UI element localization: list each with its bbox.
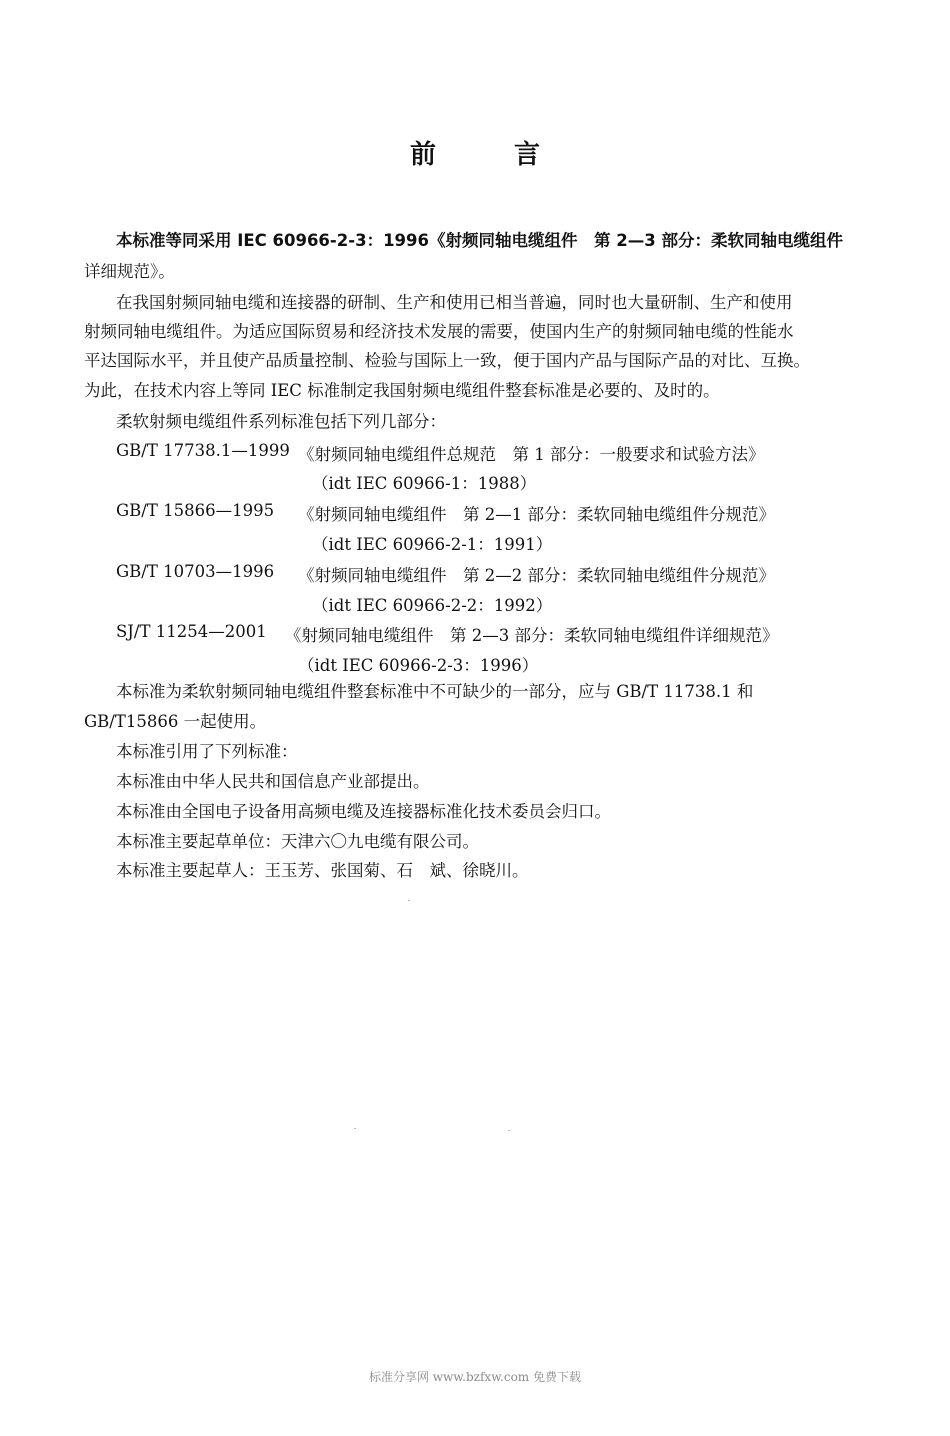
title-char-2: 言 xyxy=(514,140,541,170)
standard-idt: （idt IEC 60966-1：1988） xyxy=(312,474,537,493)
paragraph-background-line1: 在我国射频同轴电缆和连接器的研制、生产和使用已相当普遍，同时也大量研制、生产和使用 xyxy=(116,293,793,312)
paragraph-references: 本标准引用了下列标准： xyxy=(116,742,298,761)
standard-code: GB/T 15866—1995 xyxy=(116,501,275,520)
paragraph-series-intro: 柔软射频电缆组件系列标准包括下列几部分： xyxy=(116,412,446,431)
paragraph-background-line3: 平达国际水平，并且使产品质量控制、检验与国际上一致，便于国内产品与国际产品的对比、互换。 xyxy=(84,351,810,370)
paragraph-drafters: 本标准主要起草人：王玉芳、张国菊、石 斌、徐晓川。 xyxy=(116,861,529,880)
standard-title: 《射频同轴电缆组件 第 2—1 部分：柔软同轴电缆组件分规范》 xyxy=(298,505,775,524)
standard-title: 《射频同轴电缆组件 第 2—3 部分：柔软同轴电缆组件详细规范》 xyxy=(285,626,779,645)
scan-speck xyxy=(354,1128,356,1129)
standard-idt: （idt IEC 60966-2-3：1996） xyxy=(298,656,539,675)
standard-title: 《射频同轴电缆组件 第 2—2 部分：柔软同轴电缆组件分规范》 xyxy=(298,566,775,585)
paragraph-committee: 本标准由全国电子设备用高频电缆及连接器标准化技术委员会归口。 xyxy=(116,802,611,821)
paragraph-usage-line1: 本标准为柔软射频同轴电缆组件整套标准中不可缺少的一部分，应与 GB/T 11738.1 和 xyxy=(116,682,754,701)
standard-code: SJ/T 11254—2001 xyxy=(116,622,267,641)
scan-speck xyxy=(508,1130,510,1131)
standard-idt: （idt IEC 60966-2-1：1991） xyxy=(312,535,553,554)
footer-watermark: 标准分享网 www.bzfxw.com 免费下载 xyxy=(368,1370,582,1384)
paragraph-background-line4: 为此，在技术内容上等同 IEC 标准制定我国射频电缆组件整套标准是必要的、及时的。 xyxy=(84,381,720,400)
paragraph-drafting-unit: 本标准主要起草单位：天津六〇九电缆有限公司。 xyxy=(116,832,479,851)
standard-code: GB/T 17738.1—1999 xyxy=(116,441,290,460)
paragraph-background-line2: 射频同轴电缆组件。为适应国际贸易和经济技术发展的需要，使国内生产的射频同轴电缆的性能水 xyxy=(84,322,794,341)
paragraph-usage-line2: GB/T15866 一起使用。 xyxy=(84,712,267,731)
title-char-1: 前 xyxy=(409,140,436,170)
scan-speck xyxy=(408,900,410,901)
paragraph-proposer: 本标准由中华人民共和国信息产业部提出。 xyxy=(116,772,430,791)
paragraph-adoption-line1: 本标准等同采用 IEC 60966-2-3：1996《射频同轴电缆组件 第 2—3 部分：柔软同轴电缆组件 xyxy=(116,231,843,250)
standard-code: GB/T 10703—1996 xyxy=(116,562,275,581)
paragraph-adoption-line2: 详细规范》。 xyxy=(84,262,175,281)
standard-idt: （idt IEC 60966-2-2：1992） xyxy=(312,596,553,615)
page-title xyxy=(0,134,950,171)
standard-title: 《射频同轴电缆组件总规范 第 1 部分：一般要求和试验方法》 xyxy=(298,445,765,464)
